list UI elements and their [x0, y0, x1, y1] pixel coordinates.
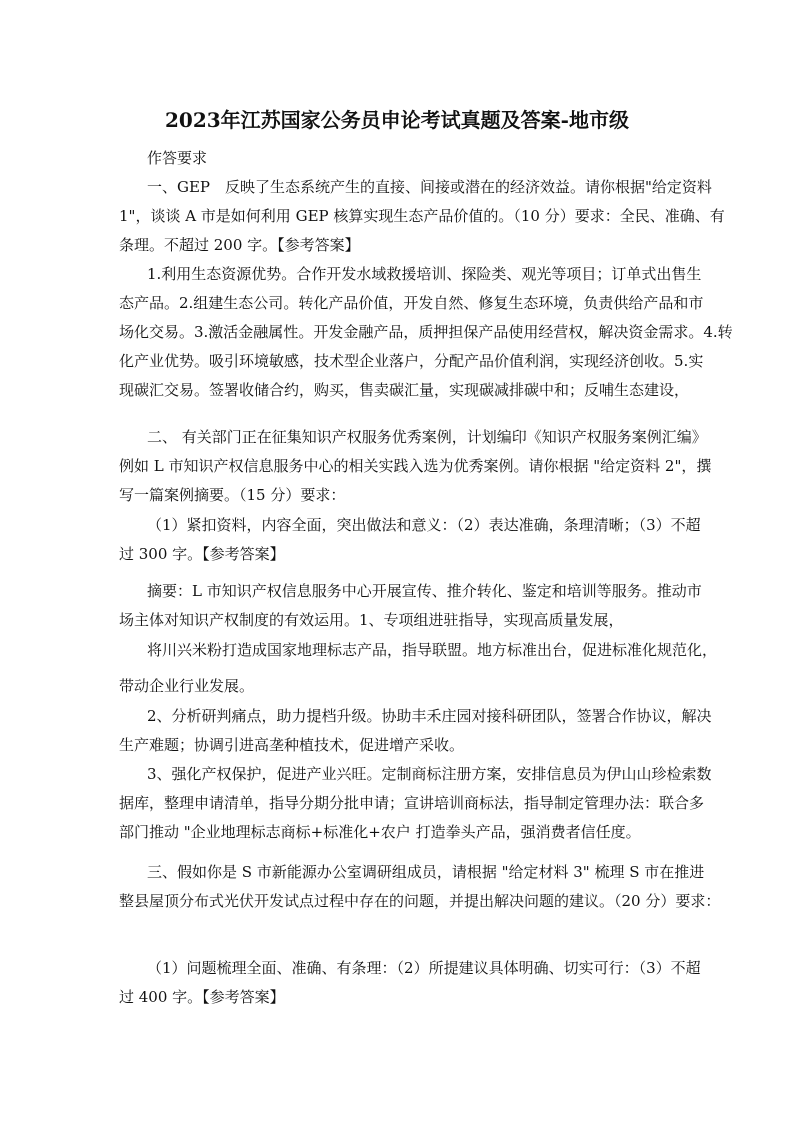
paragraph-line: （1）紧扣资料，内容全面，突出做法和意义：（2）表达准确，条理清晰；（3）不超 — [147, 516, 701, 534]
paragraph-line: 写一篇案例摘要。（15 分）要求： — [119, 486, 346, 504]
paragraph-line: 二、 有关部门正在征集知识产权服务优秀案例，计划编印《知识产权服务案例汇编》 — [147, 428, 707, 446]
paragraph-line: 例如 L 市知识产权信息服务中心的相关实践入选为优秀案例。请你根据 "给定资料 2"，撰 — [119, 457, 712, 475]
paragraph-line: 带动企业行业发展。 — [119, 677, 255, 695]
paragraph-line: 场化交易。3.激活金融属性。开发金融产品，质押担保产品使用经营权，解决资金需求。4.转 — [119, 323, 733, 341]
paragraph-line: 过 400 字。【参考答案】 — [119, 988, 285, 1006]
paragraph-line: 摘要：L 市知识产权信息服务中心开展宣传、推介转化、鉴定和培训等服务。推动市 — [147, 582, 702, 600]
document-title: 2023年江苏国家公务员申论考试真题及答案-地市级 — [165, 108, 629, 132]
paragraph-line: 三、假如你是 S 市新能源办公室调研组成员，请根据 "给定材料 3" 梳理 S 市在推进 — [147, 863, 705, 881]
paragraph-line: 将川兴米粉打造成国家地理标志产品，指导联盟。地方标准出台，促进标准化规范化， — [147, 641, 718, 659]
paragraph-line: 2、分析研判痛点，助力提档升级。协助丰禾庄园对接科研团队，签署合作协议，解决 — [147, 707, 712, 725]
paragraph-line: 据库，整理申请清单，指导分期分批申请；宣讲培训商标法，指导制定管理办法：联合多 — [119, 794, 705, 812]
paragraph-line: 1"，谈谈 A 市是如何利用 GEP 核算实现生态产品价值的。（10 分）要求：全民、准确、有 — [119, 207, 725, 225]
paragraph-line: 部门推动 "企业地理标志商标+标准化+农户 打造拳头产品，强消费者信任度。 — [119, 823, 641, 841]
paragraph-line: 生产难题；协调引进高垄种植技术，促进增产采收。 — [119, 736, 465, 754]
paragraph-line: 场主体对知识产权制度的有效运用。1、专项组进驻指导，实现高质量发展， — [119, 611, 624, 629]
paragraph-line: 化产业优势。吸引环境敏感，技术型企业落户，分配产品价值利润，实现经济创收。5.实 — [119, 352, 704, 370]
paragraph-line: 态产品。2.组建生态公司。转化产品价值，开发自然、修复生态环境，负责供给产品和市 — [119, 294, 704, 312]
paragraph-line: 1.利用生态资源优势。合作开发水域救援培训、探险类、观光等项目；订单式出售生 — [147, 265, 702, 283]
paragraph-line: 现碳汇交易。签署收储合约，购买，售卖碳汇量，实现碳减排碳中和；反哺生态建设， — [119, 381, 690, 399]
paragraph-line: 过 300 字。【参考答案】 — [119, 545, 285, 563]
paragraph-line: （1）问题梳理全面、准确、有条理：（2）所提建议具体明确、切实可行：（3）不超 — [147, 959, 701, 977]
paragraph-line: 作答要求 — [147, 149, 208, 167]
paragraph-line: 3、强化产权保护，促进产业兴旺。定制商标注册方案，安排信息员为伊山山珍检索数 — [147, 765, 712, 783]
paragraph-line: 整县屋顶分布式光伏开发试点过程中存在的问题，并提出解决问题的建议。（20 分）要求： — [119, 892, 721, 910]
paragraph-line: 条理。不超过 200 字。【参考答案】 — [119, 236, 360, 254]
paragraph-line: 一、GEP 反映了生态系统产生的直接、间接或潜在的经济效益。请你根据"给定资料 — [147, 178, 712, 196]
